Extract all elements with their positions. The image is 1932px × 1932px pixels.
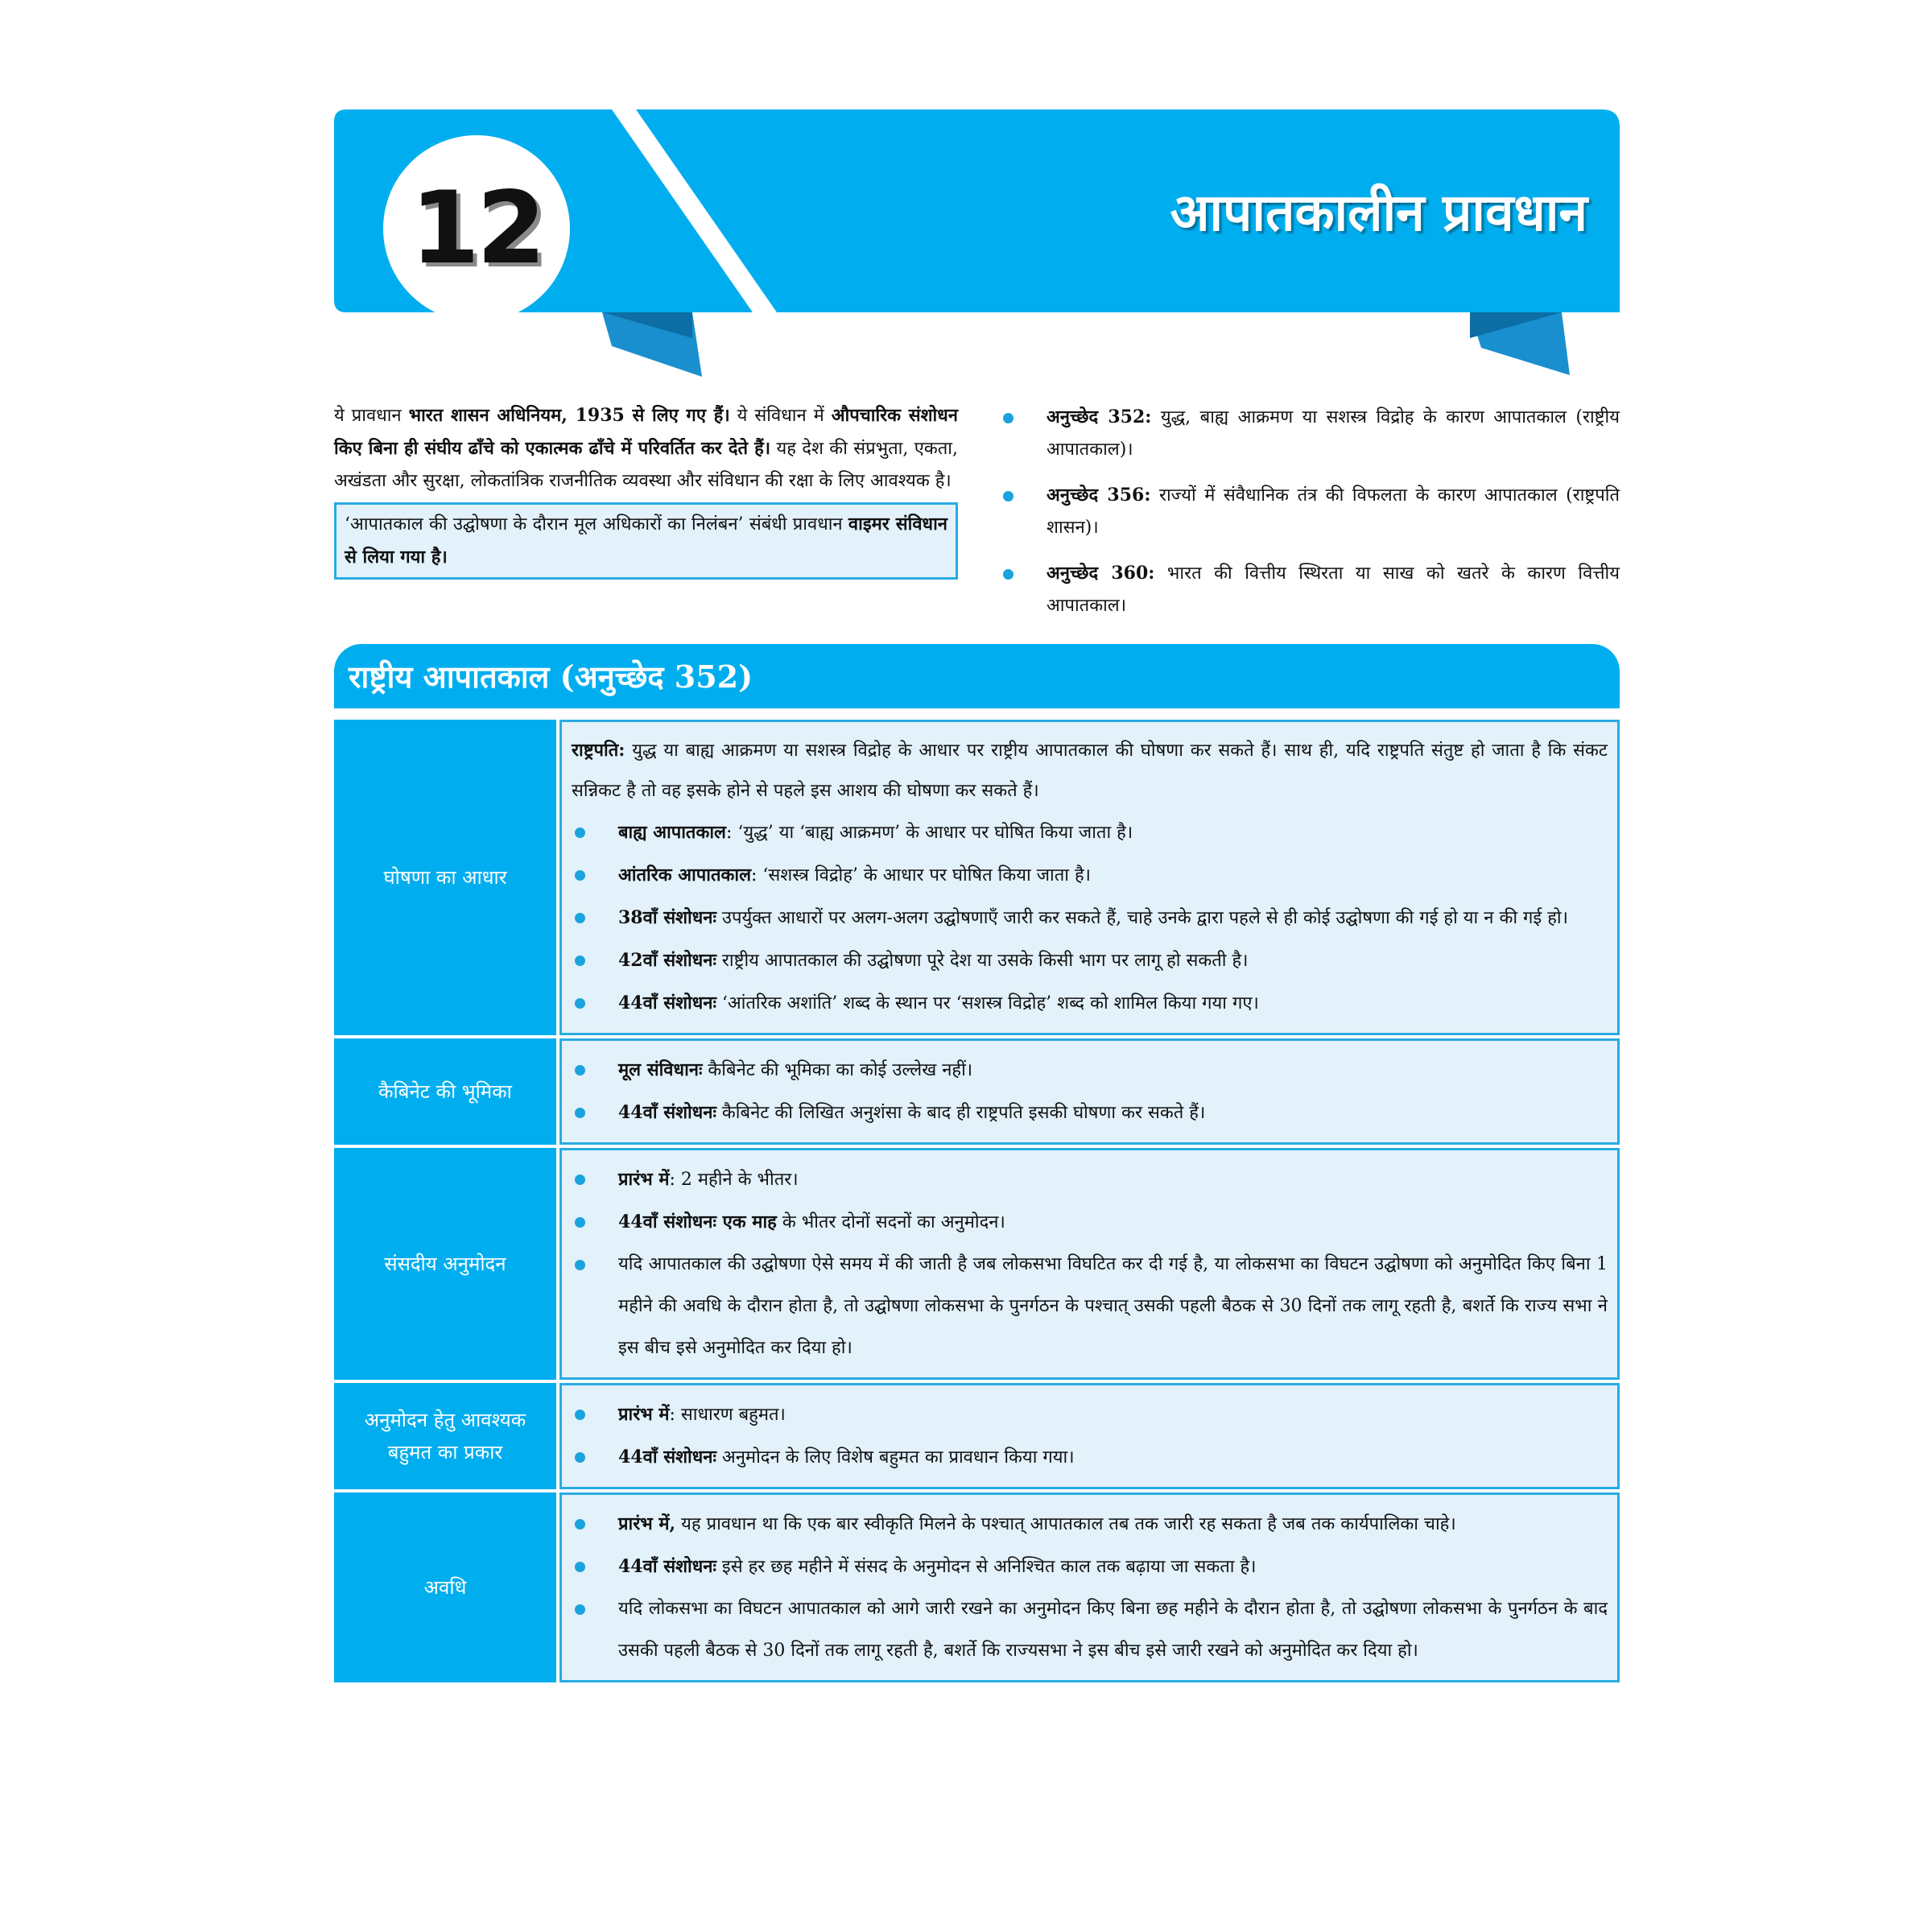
bullet-item — [572, 897, 1608, 939]
text: ये प्रावधान — [334, 406, 409, 426]
text: ये संविधान में — [729, 406, 832, 426]
intro-column — [334, 399, 958, 580]
bullet-item — [572, 1546, 1608, 1588]
bullet-icon — [575, 1260, 585, 1270]
bullet-item — [572, 1588, 1608, 1672]
bullet-icon — [575, 1452, 585, 1463]
bullet-item — [572, 1436, 1608, 1479]
text: यदि लोकसभा का विघटन आपातकाल को आगे जारी रखने का अनुमोदन किए बिना छह महीने के दौरान होता है, तो उद्घोषणा लोकसभा के पुनर्गठन के बाद उसकी पहली बैठक से 30 दिनों तक लागू रहती है, बशर्ते कि राज्यसभा ने इस बीच इसे जारी रखने को अनुमोदित कर दिया हो। — [618, 1599, 1608, 1661]
chapter-number-badge — [383, 135, 570, 322]
text: भारत की वित्तीय स्थिरता या साख को खतरे के कारण वित्तीय आपातकाल। — [1046, 564, 1620, 616]
bullet-item — [1000, 479, 1620, 544]
row-content — [559, 1038, 1620, 1145]
bullet-icon — [575, 956, 585, 966]
bullet-icon — [575, 1562, 585, 1572]
section-title: राष्ट्रीय आपातकाल (अनुच्छेद 352) — [349, 658, 753, 695]
bold-text: भारत शासन अधिनियम, 1935 से लिए गए हैं। — [408, 405, 730, 426]
bold-text: प्रारंभ में — [618, 1169, 670, 1190]
text: राज्यों में संवैधानिक तंत्र की विफलता के कारण आपातकाल (राष्ट्रपति शासन)। — [1046, 485, 1620, 538]
bold-text: औपचारिक संशोधन किए बिना ही संघीय ढाँचे को एकात्मक ढाँचे में परिवर्तित कर देते हैं। — [334, 405, 958, 459]
row-label: कैबिनेट की भूमिका — [334, 1038, 556, 1145]
text: उपर्युक्त आधारों पर अलग-अलग उद्घोषणाएँ जारी कर सकते हैं, चाहे उनके द्वारा पहले से ही कोई उद्घोषणा की गई हो या न की गई हो। — [716, 908, 1568, 928]
bold-text: वाइमर संविधान से लिया गया है। — [345, 514, 947, 568]
bold-text: 44वाँ संशोधनः एक माह — [618, 1212, 777, 1232]
bullet-item — [572, 1201, 1608, 1244]
bold-text: 44वाँ संशोधनः — [618, 1102, 716, 1123]
row-content — [559, 720, 1620, 1035]
text: यह प्रावधान था कि एक बार स्वीकृति मिलने के पश्चात् आपातकाल तब तक जारी रह सकता है जब तक कार्यपालिका चाहे। — [675, 1514, 1456, 1534]
bold-text: 42वाँ संशोधनः — [618, 950, 716, 971]
bullet-icon — [1003, 491, 1013, 502]
bullet-icon — [575, 1065, 585, 1075]
text: कैबिनेट की लिखित अनुशंसा के बाद ही राष्ट्रपति इसकी घोषणा कर सकते हैं। — [716, 1103, 1206, 1123]
intro-paragraph — [334, 399, 958, 497]
bold-text: 44वाँ संशोधनः — [618, 993, 716, 1013]
bold-text: आंतरिक आपातकाल — [618, 865, 752, 886]
row-content — [559, 1383, 1620, 1489]
text: : साधारण बहुमत। — [669, 1405, 786, 1425]
text: के भीतर दोनों सदनों का अनुमोदन। — [776, 1212, 1005, 1232]
bold-text: 38वाँ संशोधनः — [618, 907, 716, 928]
bullet-icon — [575, 998, 585, 1009]
bullet-icon — [575, 1108, 585, 1118]
chapter-number: 12 — [410, 171, 543, 287]
bold-text: प्रारंभ में, — [618, 1513, 676, 1534]
row-content — [559, 1492, 1620, 1682]
table-row — [334, 1148, 1620, 1380]
bold-text: राष्ट्रपति: — [572, 740, 625, 761]
articles-list — [1000, 401, 1620, 635]
bold-text: 44वाँ संशोधनः — [618, 1447, 716, 1468]
row-intro-text — [572, 730, 1608, 811]
table-row — [334, 720, 1620, 1035]
bullet-icon — [1003, 413, 1013, 423]
bold-text: प्रारंभ में — [618, 1404, 670, 1425]
text: यह देश की संप्रभुता, एकता, अखंडता और सुरक्षा, लोकतांत्रिक राजनीतिक व्यवस्था और संविधान की रक्षा के लिए आवश्यक है। — [334, 439, 958, 491]
bold-text: बाह्य आपातकाल — [618, 822, 726, 843]
bullet-icon — [575, 1519, 585, 1530]
text: कैबिनेट की भूमिका का कोई उल्लेख नहीं। — [702, 1060, 973, 1080]
row-label: संसदीय अनुमोदन — [334, 1148, 556, 1380]
bullet-item — [572, 1244, 1608, 1369]
bullet-icon — [575, 1217, 585, 1228]
text: ‘आपातकाल की उद्घोषणा के दौरान मूल अधिकारों का निलंबन’ संबंधी प्रावधान — [345, 514, 848, 535]
table-row — [334, 1383, 1620, 1489]
bold-text: अनुच्छेद 356: — [1046, 485, 1151, 506]
text: युद्ध या बाह्य आक्रमण या सशस्त्र विद्रोह के आधार पर राष्ट्रीय आपातकाल की घोषणा कर सकते हैं। साथ ही, यदि राष्ट्रपति संतुष्ट हो जाता है कि संकट सन्निकट है तो वह इसके होने से पहले इस आशय की घोषणा कर सकते हैं। — [572, 741, 1608, 801]
table-row — [334, 1492, 1620, 1682]
text: यदि आपातकाल की उद्घोषणा ऐसे समय में की जाती है जब लोकसभा विघटित कर दी गई है, या लोकसभा का विघटन उद्घोषणा को अनुमोदित किए बिना 1 महीने की अवधि के दौरान होता है, तो उद्घोषणा लोकसभा के पुनर्गठन के पश्चात् उसकी पहली बैठक से 30 दिनों तक लागू रहती है, बशर्ते कि राज्य सभा ने इस बीच इसे अनुमोदित कर दिया हो। — [618, 1254, 1608, 1358]
bold-text: मूल संविधानः — [618, 1059, 703, 1080]
bold-text: 44वाँ संशोधनः — [618, 1556, 716, 1577]
row-label: अनुमोदन हेतु आवश्यक बहुमत का प्रकार — [334, 1383, 556, 1489]
bullet-icon — [575, 1410, 585, 1420]
section-header — [334, 644, 1620, 708]
bullet-item — [572, 1158, 1608, 1201]
bullet-item — [572, 982, 1608, 1025]
bullet-item — [572, 854, 1608, 897]
text: राष्ट्रीय आपातकाल की उद्घोषणा पूरे देश या उसके किसी भाग पर लागू हो सकती है। — [716, 951, 1249, 971]
national-emergency-table — [334, 720, 1620, 1682]
text: ‘आंतरिक अशांति’ शब्द के स्थान पर ‘सशस्त्र विद्रोह’ शब्द को शामिल किया गया गए। — [716, 993, 1259, 1013]
bullet-item — [1000, 401, 1620, 466]
row-label: घोषणा का आधार — [334, 720, 556, 1035]
bullet-item — [572, 1092, 1608, 1134]
text: : ‘सशस्त्र विद्रोह’ के आधार पर घोषित किया जाता है। — [751, 865, 1091, 886]
weimar-note-box — [334, 502, 958, 580]
bold-text: अनुच्छेद 360: — [1046, 563, 1155, 584]
bullet-icon — [575, 828, 585, 838]
row-label: अवधि — [334, 1492, 556, 1682]
bullet-item — [572, 811, 1608, 854]
bullet-icon — [1003, 569, 1013, 580]
table-row — [334, 1038, 1620, 1145]
bullet-icon — [575, 1174, 585, 1185]
bullet-item — [572, 1393, 1608, 1436]
bullet-item — [572, 939, 1608, 982]
row-content — [559, 1148, 1620, 1380]
chapter-banner — [0, 0, 1932, 386]
text: युद्ध, बाह्य आक्रमण या सशस्त्र विद्रोह के कारण आपातकाल (राष्ट्रीय आपातकाल)। — [1046, 407, 1620, 460]
bullet-icon — [575, 1604, 585, 1615]
bullet-item — [572, 1049, 1608, 1092]
text: इसे हर छह महीने में संसद के अनुमोदन से अनिश्चित काल तक बढ़ाया जा सकता है। — [716, 1557, 1257, 1577]
text: : ‘युद्ध’ या ‘बाह्य आक्रमण’ के आधार पर घोषित किया जाता है। — [725, 823, 1133, 843]
bold-text: अनुच्छेद 352: — [1046, 407, 1152, 427]
bullet-icon — [575, 913, 585, 923]
text: : 2 महीने के भीतर। — [669, 1170, 799, 1190]
bullet-icon — [575, 870, 585, 881]
chapter-title: आपातकालीन प्रावधान — [1170, 183, 1587, 243]
bullet-item — [572, 1503, 1608, 1546]
text: अनुमोदन के लिए विशेष बहुमत का प्रावधान किया गया। — [716, 1447, 1075, 1468]
bullet-item — [1000, 557, 1620, 622]
